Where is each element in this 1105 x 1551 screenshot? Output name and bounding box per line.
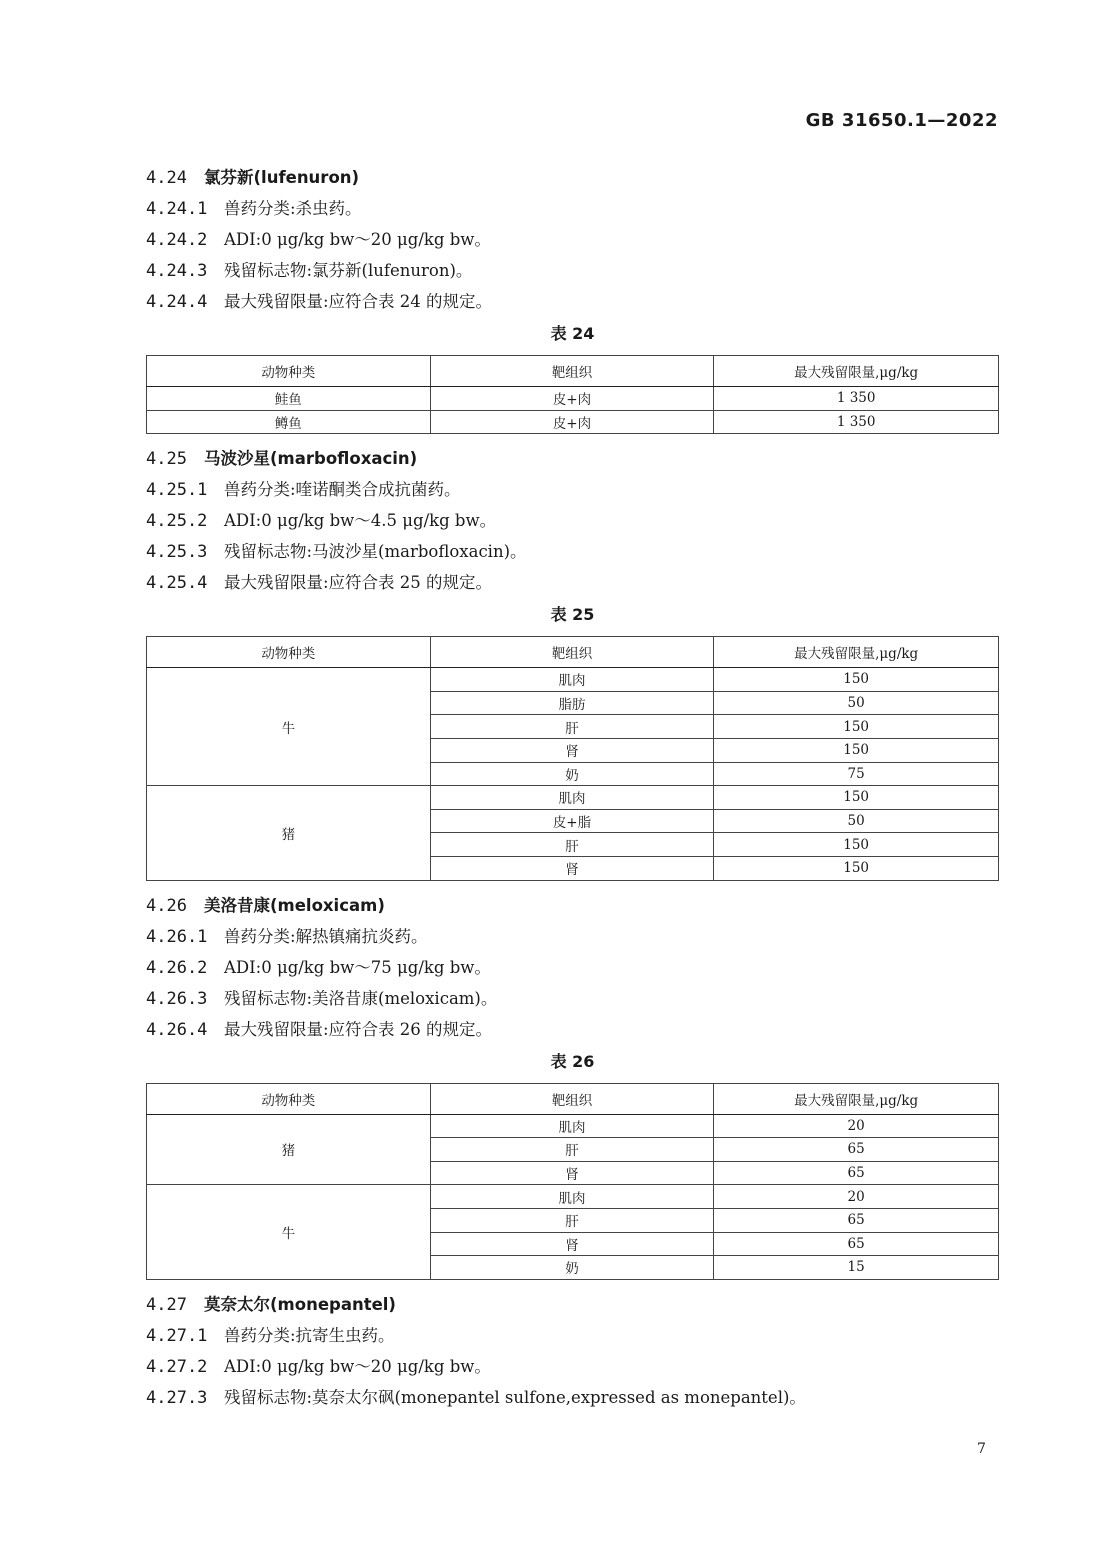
mrl-value-cell: 20 (714, 1185, 999, 1209)
column-header: 最大残留限量,μg/kg (714, 356, 999, 387)
clause-number: 4.27.1 (146, 1325, 208, 1346)
target-tissue-cell: 肌肉 (430, 1185, 714, 1209)
clause (146, 1382, 999, 1413)
clause-text: 残留标志物:莫奈太尔砜(monepantel sulfone,expressed as monepantel)。 (224, 1387, 806, 1407)
clause (146, 255, 999, 286)
clause-text: 最大残留限量:应符合表 26 的规定。 (224, 1019, 493, 1039)
mrl-value-cell: 150 (714, 715, 999, 739)
clause (146, 1320, 999, 1351)
target-tissue-cell: 肝 (430, 833, 714, 857)
section-title: 莫奈太尔(monepantel) (204, 1294, 396, 1314)
section-heading (146, 443, 999, 474)
clause-text: 最大残留限量:应符合表 24 的规定。 (224, 292, 493, 311)
target-tissue-cell: 肾 (430, 1161, 714, 1185)
mrl-value-cell: 50 (714, 691, 999, 715)
mrl-value-cell: 1 350 (714, 387, 999, 411)
table-header-row (147, 356, 999, 387)
section-heading (146, 1289, 999, 1320)
table-row (147, 786, 999, 810)
clause-text: 残留标志物:美洛昔康(meloxicam)。 (224, 988, 498, 1008)
clause-number: 4.24.4 (146, 292, 208, 312)
section-title: 马波沙星(marbofloxacin) (204, 449, 418, 469)
column-header: 靶组织 (430, 356, 714, 387)
mrl-value-cell: 15 (714, 1256, 999, 1280)
clause-text: 兽药分类:解热镇痛抗炎药。 (224, 926, 428, 946)
clause-number: 4.25.4 (146, 573, 208, 594)
table-row (147, 1114, 999, 1138)
clause-text: 兽药分类:抗寄生虫药。 (224, 1325, 395, 1345)
animal-species-cell: 牛 (147, 1185, 431, 1279)
mrl-value-cell: 150 (714, 833, 999, 857)
clause (146, 536, 999, 567)
mrl-value-cell: 75 (714, 762, 999, 786)
column-header: 动物种类 (147, 356, 431, 387)
page-number: 7 (977, 1441, 986, 1457)
mrl-value-cell: 65 (714, 1161, 999, 1185)
mrl-value-cell: 50 (714, 809, 999, 833)
clause (146, 952, 999, 983)
mrl-value-cell: 20 (714, 1114, 999, 1138)
target-tissue-cell: 肝 (430, 1208, 714, 1232)
table-row (147, 668, 999, 692)
target-tissue-cell: 皮+肉 (430, 410, 714, 434)
clause-text: 兽药分类:喹诺酮类合成抗菌药。 (224, 480, 461, 500)
table-header-row (147, 1083, 999, 1114)
section-title: 氯芬新(lufenuron) (204, 168, 360, 187)
table-caption: 表 25 (550, 605, 595, 625)
clause-text: 最大残留限量:应符合表 25 的规定。 (224, 573, 493, 593)
clause-number: 4.26.1 (146, 926, 208, 947)
animal-species-cell: 猪 (147, 786, 431, 880)
animal-species-cell: 鲑鱼 (147, 387, 431, 411)
clause-text: 兽药分类:杀虫药。 (224, 199, 362, 218)
mrl-table (146, 636, 999, 880)
column-header: 最大残留限量,μg/kg (714, 1083, 999, 1114)
clause-text: 残留标志物:马波沙星(marbofloxacin)。 (224, 542, 527, 562)
target-tissue-cell: 肝 (430, 715, 714, 739)
clause-number: 4.24.3 (146, 261, 208, 281)
column-header: 靶组织 (430, 637, 714, 668)
mrl-value-cell: 65 (714, 1208, 999, 1232)
clause-text: ADI:0 μg/kg bw～20 μg/kg bw。 (224, 230, 491, 249)
animal-species-cell: 鳟鱼 (147, 410, 431, 434)
target-tissue-cell: 脂肪 (430, 691, 714, 715)
clause (146, 474, 999, 505)
clause (146, 983, 999, 1014)
clause-number: 4.25.2 (146, 511, 208, 532)
clause (146, 224, 999, 255)
section-heading (146, 162, 999, 193)
target-tissue-cell: 肌肉 (430, 1114, 714, 1138)
clause-text: ADI:0 μg/kg bw～4.5 μg/kg bw。 (224, 511, 497, 531)
table-row (147, 410, 999, 434)
target-tissue-cell: 皮+脂 (430, 809, 714, 833)
mrl-value-cell: 150 (714, 786, 999, 810)
section-title: 美洛昔康(meloxicam) (204, 895, 385, 915)
column-header: 动物种类 (147, 1083, 431, 1114)
clause-text: ADI:0 μg/kg bw～75 μg/kg bw。 (224, 957, 491, 977)
target-tissue-cell: 奶 (430, 1256, 714, 1280)
clause (146, 193, 999, 224)
table-header-row (147, 637, 999, 668)
mrl-value-cell: 65 (714, 1232, 999, 1256)
section-number: 4.26 (146, 895, 187, 916)
clause-number: 4.26.3 (146, 988, 208, 1009)
clause-number: 4.24.1 (146, 199, 208, 219)
column-header: 最大残留限量,μg/kg (714, 637, 999, 668)
clause-number: 4.27.2 (146, 1356, 208, 1377)
target-tissue-cell: 肾 (430, 856, 714, 880)
clause-number: 4.24.2 (146, 230, 208, 250)
target-tissue-cell: 肌肉 (430, 668, 714, 692)
clause-number: 4.27.3 (146, 1387, 208, 1408)
section-number: 4.25 (146, 449, 187, 470)
target-tissue-cell: 肾 (430, 1232, 714, 1256)
table-caption: 表 26 (550, 1051, 595, 1071)
mrl-value-cell: 65 (714, 1138, 999, 1162)
mrl-value-cell: 1 350 (714, 410, 999, 434)
target-tissue-cell: 肌肉 (430, 786, 714, 810)
column-header: 靶组织 (430, 1083, 714, 1114)
table-caption: 表 24 (550, 324, 595, 343)
clause (146, 1351, 999, 1382)
clause (146, 1014, 999, 1045)
clause-number: 4.26.4 (146, 1019, 208, 1040)
target-tissue-cell: 奶 (430, 762, 714, 786)
document-body (146, 162, 999, 1413)
section-number: 4.27 (146, 1294, 187, 1315)
clause (146, 505, 999, 536)
mrl-table (146, 355, 999, 434)
clause-text: ADI:0 μg/kg bw～20 μg/kg bw。 (224, 1356, 491, 1376)
table-row (147, 387, 999, 411)
column-header: 动物种类 (147, 637, 431, 668)
clause (146, 286, 999, 317)
clause-number: 4.25.3 (146, 542, 208, 563)
target-tissue-cell: 皮+肉 (430, 387, 714, 411)
clause (146, 567, 999, 598)
clause-number: 4.26.2 (146, 957, 208, 978)
clause-number: 4.25.1 (146, 480, 208, 501)
standard-code: GB 31650.1—2022 (805, 110, 998, 131)
animal-species-cell: 猪 (147, 1114, 431, 1185)
mrl-value-cell: 150 (714, 856, 999, 880)
table-row (147, 1185, 999, 1209)
target-tissue-cell: 肾 (430, 738, 714, 762)
section-number: 4.24 (146, 168, 187, 188)
target-tissue-cell: 肝 (430, 1138, 714, 1162)
mrl-table (146, 1083, 999, 1280)
mrl-value-cell: 150 (714, 668, 999, 692)
mrl-value-cell: 150 (714, 738, 999, 762)
clause (146, 921, 999, 952)
section-heading (146, 890, 999, 921)
clause-text: 残留标志物:氯芬新(lufenuron)。 (224, 261, 473, 280)
animal-species-cell: 牛 (147, 668, 431, 786)
